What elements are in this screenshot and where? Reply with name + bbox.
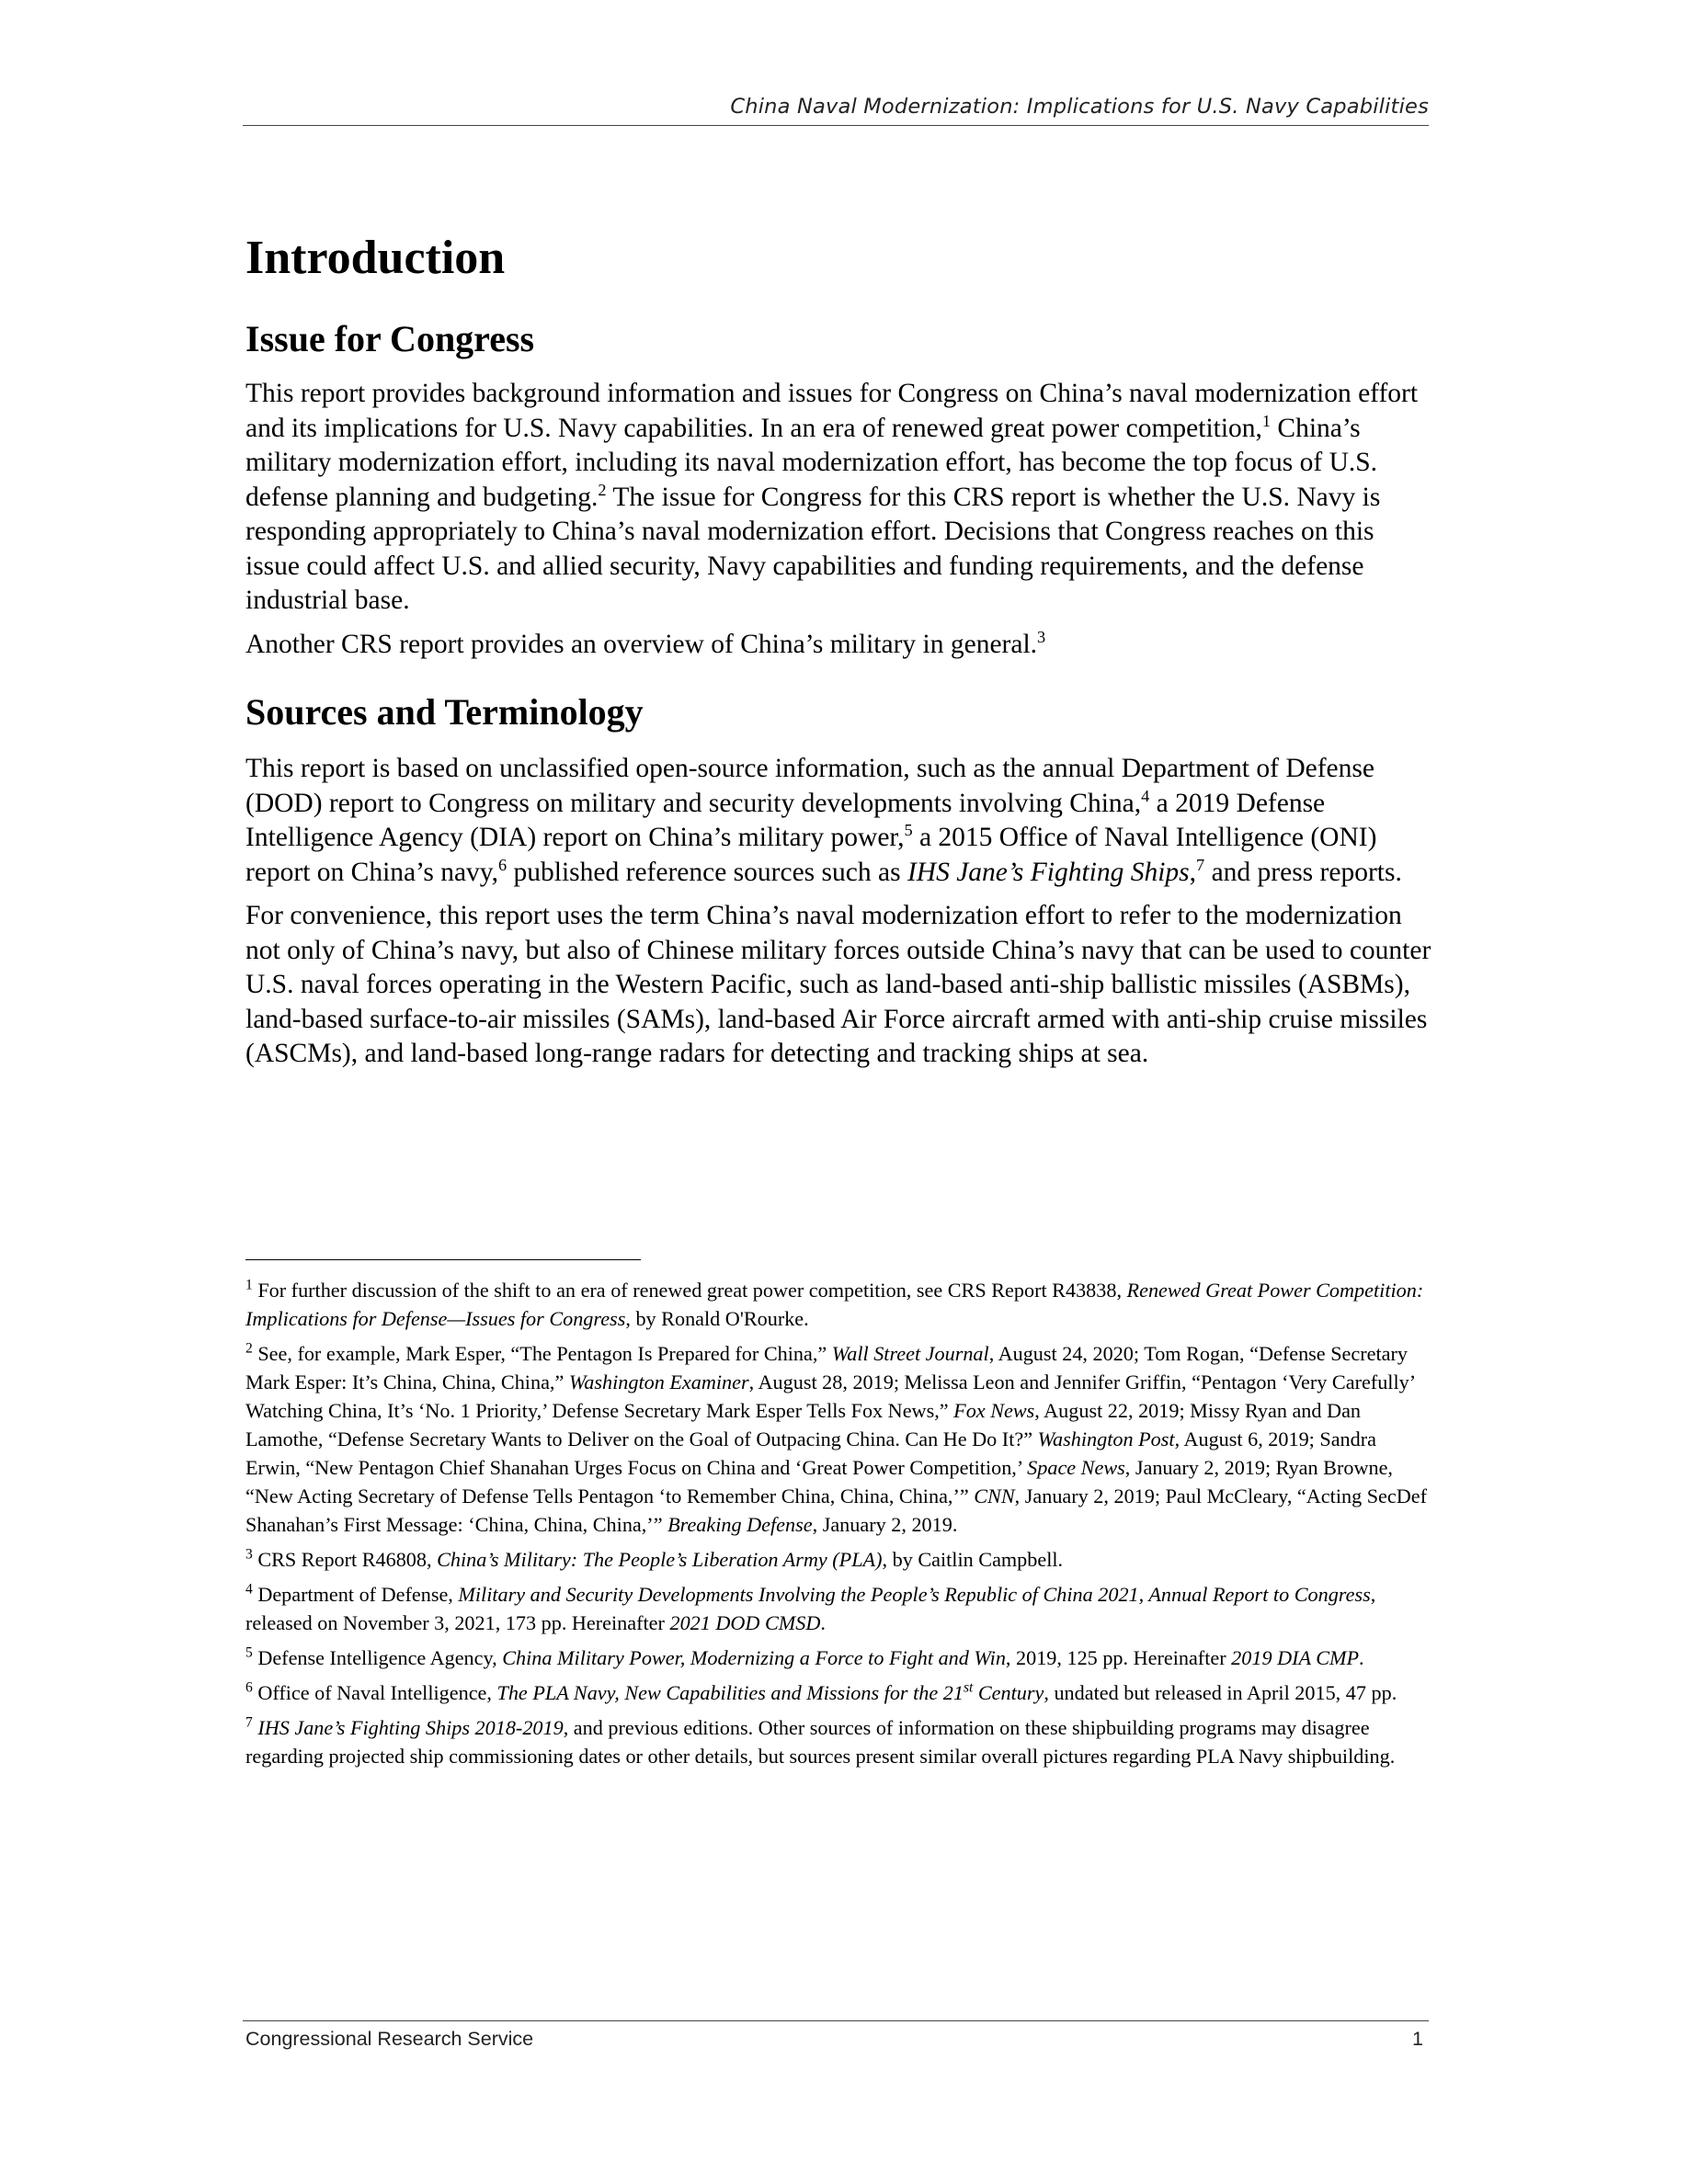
footnote-italic: Washington Post	[1037, 1428, 1175, 1450]
paragraph-text: published reference sources such as	[507, 857, 907, 887]
paragraph-sources-2	[245, 899, 1431, 1072]
footnote-2	[245, 1339, 1433, 1539]
paragraph-text: This report is based on unclassified open-source information, such as the annual Department of Defense (DOD) report to Congress on military and security developments involving China,	[245, 754, 1374, 818]
footnote-number: 3	[245, 1546, 253, 1563]
footnote-text: , January 2, 2019; Paul McCleary, “Acting SecDef Shanahan’s First Message: ‘China, China, China,’”	[245, 1484, 1428, 1536]
footnote-3	[245, 1545, 1433, 1574]
paragraph-issue-1	[245, 377, 1431, 619]
footnote-ref-4[interactable]: 4	[1141, 786, 1150, 805]
running-header: China Naval Modernization: Implications for U.S. Navy Capabilities	[730, 95, 1429, 119]
footnote-5	[245, 1644, 1433, 1672]
paragraph-text: This report provides background information and issues for Congress on China’s naval modernization effort and its implications for U.S. Navy capabilities. In an era of renewed great power competition,	[245, 379, 1419, 443]
footnote-italic: 2019 DIA CMP	[1231, 1646, 1360, 1669]
footnote-number: 1	[245, 1277, 253, 1293]
footnote-number: 6	[245, 1679, 253, 1696]
page-title: Introduction	[245, 232, 506, 284]
footnote-number: 4	[245, 1581, 253, 1598]
footnote-text: , August 22, 2019; Missy Ryan and Dan Lamothe, “Defense Secretary Wants to Deliver on the Goal of Outpacing China. Can He Do It?”	[245, 1399, 1362, 1450]
footnote-text: , by Caitlin Campbell.	[882, 1548, 1064, 1571]
footnote-italic: Military and Security Developments Involving the People’s Republic of China 2021, Annual Report to Congress	[458, 1583, 1371, 1606]
footnote-number: 5	[245, 1644, 253, 1661]
footnote-1	[245, 1276, 1433, 1333]
footnote-text: Office of Naval Intelligence,	[252, 1681, 497, 1704]
italic-title: IHS Jane’s Fighting Ships	[907, 857, 1190, 887]
footnote-ref-3[interactable]: 3	[1037, 627, 1046, 646]
footnote-text: , January 2, 2019; Ryan Browne, “New Acting Secretary of Defense Tells Pentagon ‘to Remember China, China, China,’”	[245, 1456, 1393, 1507]
footnote-italic: China’s Military: The People’s Liberation Army (PLA)	[437, 1548, 883, 1571]
footnote-text: , August 6, 2019; Sandra Erwin, “New Pentagon Chief Shanahan Urges Focus on China and ‘Great Power Competition,’	[245, 1428, 1376, 1479]
ordinal-suffix: st	[963, 1679, 974, 1696]
footnote-7	[245, 1713, 1433, 1770]
footnotes	[245, 1276, 1433, 1777]
footnote-ref-1[interactable]: 1	[1261, 411, 1272, 430]
footnote-text: CRS Report R46808,	[252, 1548, 438, 1571]
header-divider	[243, 125, 1429, 126]
footnote-ref-5[interactable]: 5	[904, 821, 913, 840]
page-number: 1	[1412, 2028, 1423, 2050]
footnote-ref-6[interactable]: 6	[498, 855, 508, 874]
footnote-italic-text: The PLA Navy, New Capabilities and Missions for the 21	[496, 1681, 964, 1704]
footnote-italic: Renewed Great Power Competition: Implications for Defense—Issues for Congress	[245, 1279, 1424, 1330]
paragraph-text: The issue for Congress for this CRS report is whether the U.S. Navy is responding appropriately to China’s naval modernization effort. Decisions that Congress reaches on this issue could affect U.S. and allied security, Navy capabilities and funding requirements, and the defense industrial base.	[245, 482, 1381, 615]
footnote-ref-2[interactable]: 2	[598, 480, 607, 499]
footnote-italic: Fox News	[953, 1399, 1035, 1422]
footnote-text: , 2019, 125 pp. Hereinafter	[1005, 1646, 1232, 1669]
paragraph-text: For convenience, this report uses the term China’s naval modernization effort to refer to the modernization not only of China’s navy, but also of Chinese military forces outside China’s navy that can be used to counter U.S. naval forces operating in the Western Pacific, such as land-based anti-ship ballistic missiles (ASBMs), land-based surface-to-air missiles (SAMs), land-based Air Force aircraft armed with anti-ship cruise missiles (ASCMs), and land-based long-range radars for detecting and tracking ships at sea.	[245, 901, 1431, 1068]
footer-publisher: Congressional Research Service	[245, 2028, 534, 2050]
footnote-text: , and previous editions. Other sources of information on these shipbuilding programs may disagree regarding projected ship commissioning dates or other details, but sources present similar overall pictures regarding PLA Navy shipbuilding.	[245, 1716, 1396, 1768]
footnote-text: Department of Defense,	[252, 1583, 459, 1606]
footnote-number: 7	[245, 1714, 253, 1731]
paragraph-issue-2	[245, 628, 1431, 663]
footnote-italic-text: Century	[973, 1681, 1044, 1704]
footnote-italic: Breaking Defense	[667, 1513, 813, 1536]
paragraph-text: a 2019 Defense Intelligence Agency (DIA) report on China’s military power,	[245, 788, 1326, 852]
footnote-text: See, for example, Mark Esper, “The Pentagon Is Prepared for China,”	[252, 1342, 832, 1365]
paragraph-sources-1	[245, 752, 1431, 890]
footnote-text: , August 24, 2020; Tom Rogan, “Defense Secretary Mark Esper: It’s China, China, China,”	[245, 1342, 1408, 1393]
footnote-divider	[245, 1259, 641, 1260]
footnote-italic: CNN	[974, 1484, 1015, 1507]
footer-divider	[243, 2020, 1429, 2021]
footnote-ref-7[interactable]: 7	[1196, 855, 1205, 874]
footnote-4	[245, 1580, 1433, 1637]
paragraph-text: ,	[1189, 857, 1197, 887]
footnote-text: Defense Intelligence Agency,	[252, 1646, 503, 1669]
footnote-text: .	[1359, 1646, 1364, 1669]
paragraph-text: Another CRS report provides an overview of China’s military in general.	[245, 629, 1038, 659]
paragraph-text: a 2015 Office of Naval Intelligence (ONI) report on China’s navy,	[245, 823, 1377, 887]
footnote-italic: 2021 DOD CMSD	[669, 1611, 821, 1634]
footnote-text: , August 28, 2019; Melissa Leon and Jennifer Griffin, “Pentagon ‘Very Carefully’ Watching China, It’s ‘No. 1 Priority,’ Defense Secretary Mark Esper Tells Fox News,”	[245, 1371, 1415, 1422]
footnote-text: , undated but released in April 2015, 47 pp.	[1044, 1681, 1397, 1704]
footnote-6	[245, 1678, 1433, 1707]
footnote-number: 2	[245, 1340, 253, 1357]
paragraph-text: China’s military modernization effort, including its naval modernization effort, has become the top focus of U.S. defense planning and budgeting.	[245, 413, 1378, 512]
footnote-italic: Space News	[1027, 1456, 1125, 1479]
footnote-text: For further discussion of the shift to an era of renewed great power competition, see CRS Report R43838,	[252, 1279, 1127, 1302]
footnote-italic: Wall Street Journal	[831, 1342, 989, 1365]
main-content	[245, 226, 1431, 1072]
section-heading-sources-and-terminology: Sources and Terminology	[245, 691, 644, 733]
footnote-italic: Washington Examiner	[568, 1371, 749, 1393]
footnote-text: , January 2, 2019.	[812, 1513, 958, 1536]
section-heading-issue-for-congress: Issue for Congress	[245, 318, 535, 359]
footnote-italic: IHS Jane’s Fighting Ships 2018-2019	[257, 1716, 564, 1739]
footnote-text: , released on November 3, 2021, 173 pp. Hereinafter	[245, 1583, 1376, 1634]
footnote-text: , by Ronald O'Rourke.	[625, 1307, 809, 1330]
footnote-text: .	[820, 1611, 826, 1634]
paragraph-text: and press reports.	[1204, 857, 1402, 887]
footnote-italic	[497, 1681, 1044, 1704]
footnote-italic: China Military Power, Modernizing a Force to Fight and Win	[502, 1646, 1006, 1669]
